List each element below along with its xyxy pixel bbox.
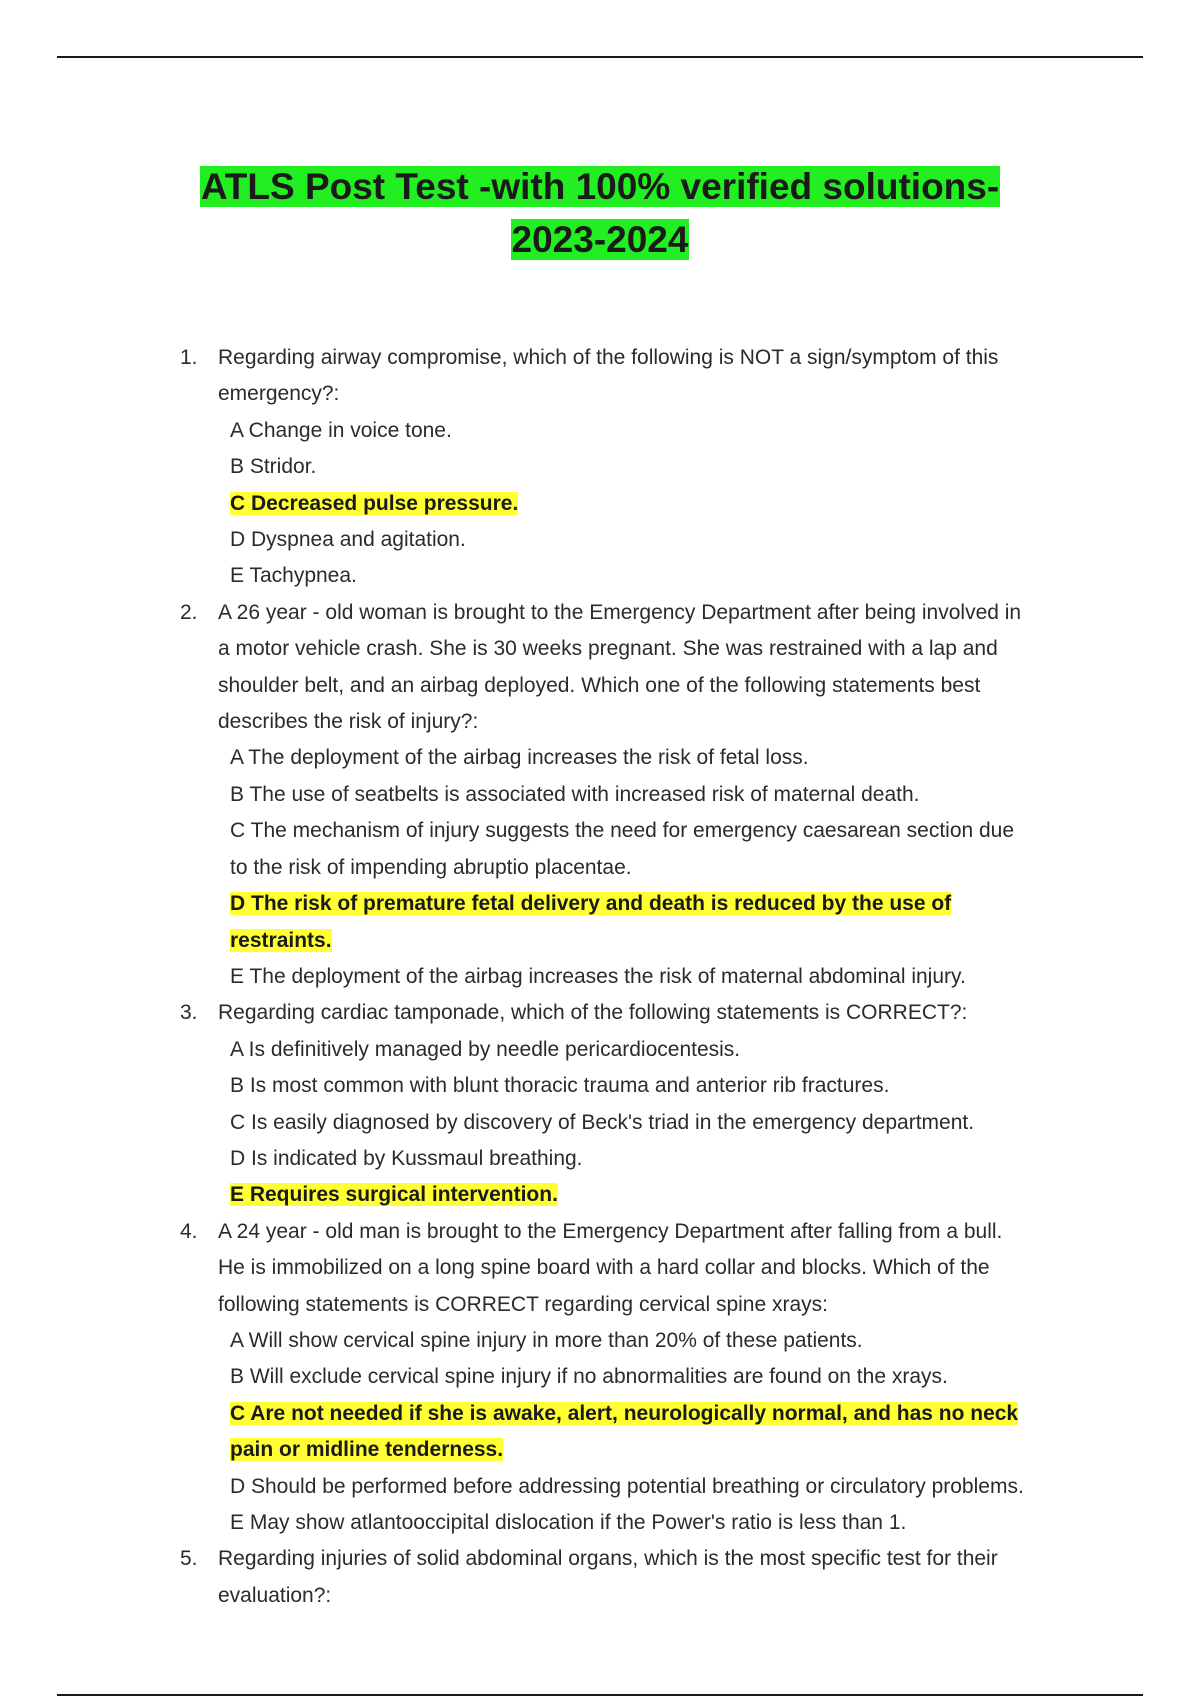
answer-option <box>230 1105 1030 1141</box>
answer-option <box>230 449 1030 485</box>
answer-text: A Will show cervical spine injury in more than 20% of these patients. <box>230 1328 863 1352</box>
correct-answer-option <box>230 1177 1030 1213</box>
answer-options <box>218 740 1030 995</box>
question-item <box>180 1541 1030 1614</box>
question-number: 2. <box>180 600 198 624</box>
question-stem: A 24 year - old man is brought to the Emergency Department after falling from a bull. He is immobilized on a long spine board with a hard collar and blocks. Which of the following statements is CORRECT regarding cervical spine xrays: <box>218 1219 1003 1316</box>
question-number: 1. <box>180 346 198 369</box>
question-number: 5. <box>180 1547 198 1571</box>
answer-option <box>230 1068 1030 1104</box>
answer-text: C The mechanism of injury suggests the need for emergency caesarean section due to the risk of impending abruptio placentae. <box>230 819 1015 879</box>
question-item <box>180 995 1030 1213</box>
correct-answer-option <box>230 1396 1030 1469</box>
answer-text: A The deployment of the airbag increases the risk of fetal loss. <box>230 746 809 770</box>
highlighted-answer-text: C Are not needed if she is awake, alert, neurologically normal, and has no neck pain or midline tenderness. <box>230 1401 1019 1462</box>
answer-options <box>218 1323 1030 1541</box>
answer-option <box>230 777 1030 813</box>
question-item <box>180 340 1030 595</box>
answer-options <box>218 413 1030 595</box>
answer-text: B Will exclude cervical spine injury if no abnormalities are found on the xrays. <box>230 1365 948 1389</box>
answer-option <box>230 558 1030 594</box>
correct-answer-option <box>230 886 1030 959</box>
page-bottom-rule <box>57 1694 1143 1696</box>
question-stem: Regarding cardiac tamponade, which of the following statements is CORRECT?: <box>218 1001 968 1025</box>
answer-text: D Dyspnea and agitation. <box>230 528 466 552</box>
title-line-1: ATLS Post Test -with 100% verified solutions- <box>200 166 1000 207</box>
answer-text: E May show atlantooccipital dislocation if the Power's ratio is less than 1. <box>230 1511 907 1534</box>
answer-text: D Is indicated by Kussmaul breathing. <box>230 1146 583 1170</box>
answer-options <box>218 1032 1030 1214</box>
question-stem: Regarding injuries of solid abdominal organs, which is the most specific test for their evaluation?: <box>218 1547 998 1607</box>
answer-option <box>230 959 1030 995</box>
answer-option <box>230 1032 1030 1068</box>
question-list <box>180 340 1030 1614</box>
answer-text: E Tachypnea. <box>230 564 357 588</box>
answer-option <box>230 1323 1030 1359</box>
answer-option <box>230 1141 1030 1177</box>
answer-text: A Is definitively managed by needle pericardiocentesis. <box>230 1037 741 1061</box>
answer-text: B Stridor. <box>230 455 317 479</box>
question-stem: A 26 year - old woman is brought to the Emergency Department after being involved in a motor vehicle crash. She is 30 weeks pregnant. She was restrained with a lap and shoulder belt, and an airbag deployed. Which one of the following statements best describes the risk of injury?: <box>218 600 1022 734</box>
answer-option <box>230 522 1030 558</box>
answer-text: D Should be performed before addressing potential breathing or circulatory problems. <box>230 1474 1024 1498</box>
answer-text: E The deployment of the airbag increases the risk of maternal abdominal injury. <box>230 964 966 988</box>
answer-option <box>230 740 1030 776</box>
answer-text: C Is easily diagnosed by discovery of Beck's triad in the emergency department. <box>230 1110 975 1134</box>
correct-answer-option <box>230 486 1030 522</box>
answer-text: B The use of seatbelts is associated with increased risk of maternal death. <box>230 782 920 806</box>
page-title <box>0 160 1200 266</box>
answer-option <box>230 413 1030 449</box>
question-item <box>180 595 1030 995</box>
page-top-rule <box>57 56 1143 58</box>
answer-option <box>230 1469 1030 1505</box>
question-stem: Regarding airway compromise, which of the following is NOT a sign/symptom of this emergency?: <box>218 346 999 406</box>
title-line-2: 2023-2024 <box>511 219 689 260</box>
highlighted-answer-text: E Requires surgical intervention. <box>230 1183 558 1207</box>
question-number: 3. <box>180 1001 198 1025</box>
answer-option <box>230 813 1030 886</box>
answer-option <box>230 1505 1030 1541</box>
answer-text: A Change in voice tone. <box>230 418 452 442</box>
answer-text: B Is most common with blunt thoracic trauma and anterior rib fractures. <box>230 1074 890 1098</box>
question-item <box>180 1214 1030 1542</box>
highlighted-answer-text: D The risk of premature fetal delivery and death is reduced by the use of restraints. <box>230 892 952 952</box>
answer-option <box>230 1359 1030 1395</box>
highlighted-answer-text: C Decreased pulse pressure. <box>230 491 519 515</box>
question-number: 4. <box>180 1219 198 1243</box>
